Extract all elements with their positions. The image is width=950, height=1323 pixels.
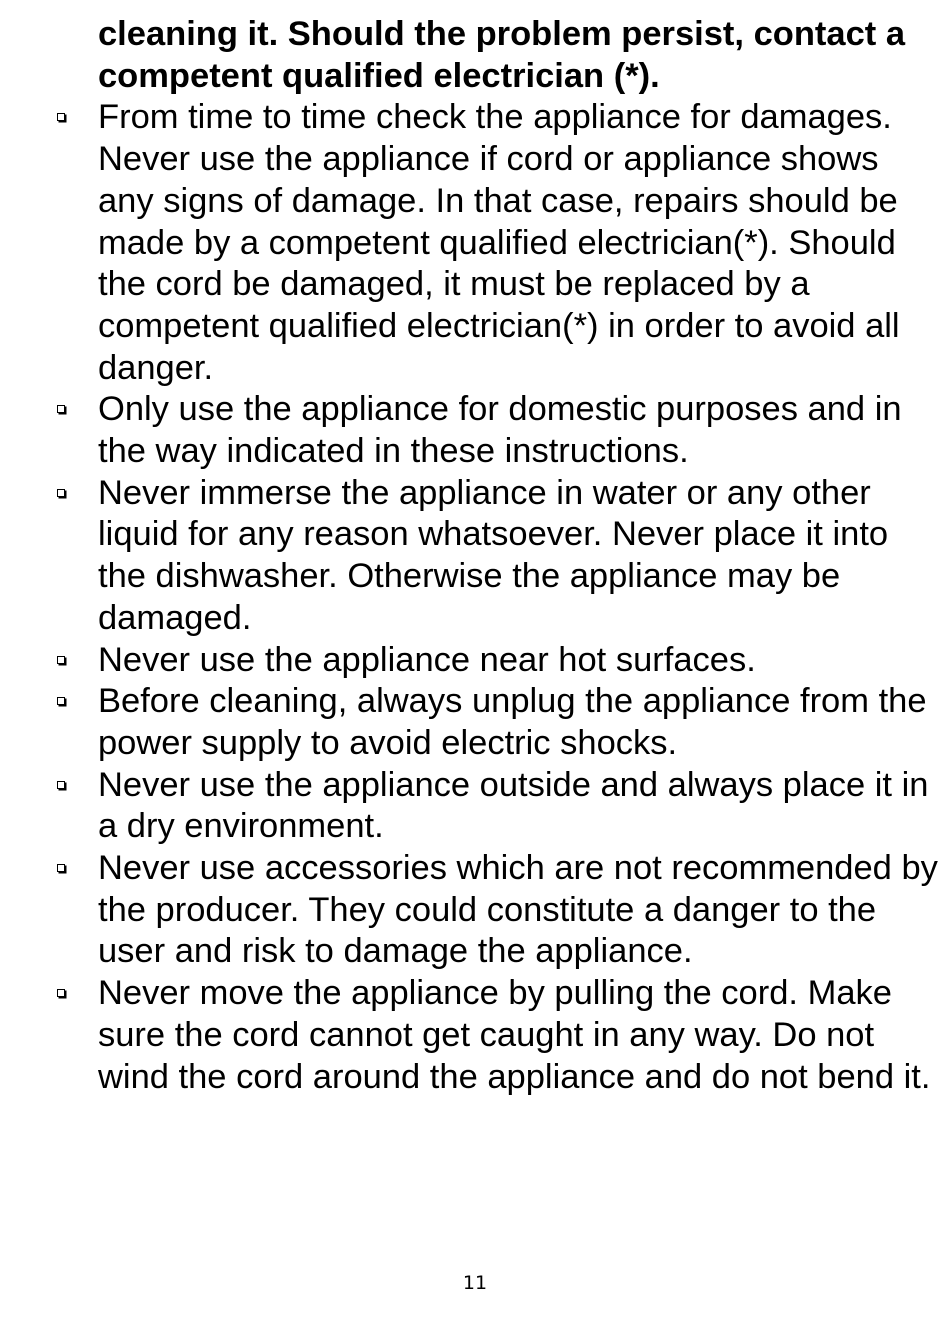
list-item <box>98 848 938 973</box>
square-bullet-icon <box>57 113 65 121</box>
square-bullet-icon <box>57 989 65 997</box>
list-item <box>98 97 938 389</box>
square-bullet-icon <box>57 489 65 497</box>
list-item-text: Before cleaning, always unplug the appliance from the power supply to avoid electric shocks. <box>98 682 927 762</box>
safety-list <box>98 97 938 1098</box>
list-item-text: Never use the appliance outside and always place it in a dry environment. <box>98 765 929 846</box>
square-bullet-icon <box>57 864 65 872</box>
list-item <box>98 473 938 640</box>
square-bullet-icon <box>57 697 65 705</box>
square-bullet-icon <box>57 656 65 664</box>
list-item <box>98 640 938 682</box>
safety-instructions <box>98 14 938 1098</box>
square-bullet-icon <box>57 781 65 789</box>
page-number: 11 <box>462 1272 488 1294</box>
square-bullet-icon <box>57 405 65 413</box>
list-item-text: Never immerse the appliance in water or any other liquid for any reason whatsoever. Never place it into the dishwasher. Otherwise the appliance may be damaged. <box>98 473 889 637</box>
list-item-text: Never move the appliance by pulling the cord. Make sure the cord cannot get caught in any way. Do not wind the cord around the appliance and do not bend it. <box>98 974 931 1096</box>
list-item-text: Never use the appliance near hot surfaces. <box>98 640 756 679</box>
list-item <box>98 765 938 848</box>
list-item-text: From time to time check the appliance for damages. Never use the appliance if cord or appliance shows any signs of damage. In that case, repairs should be made by a competent qualified electrician(*). Should the cord be damaged, it must be replaced by a competent qualified electrician(*) in order to avoid all danger. <box>98 98 900 387</box>
list-item-text: Only use the appliance for domestic purposes and in the way indicated in these instructions. <box>98 390 902 471</box>
list-item <box>98 389 938 472</box>
list-item <box>98 973 938 1098</box>
list-item <box>98 681 938 764</box>
list-item-text: Never use accessories which are not recommended by the producer. They could constitute a danger to the user and risk to damage the appliance. <box>98 849 938 971</box>
continuation-paragraph: cleaning it. Should the problem persist, contact a competent qualified electrician (*). <box>98 15 906 95</box>
